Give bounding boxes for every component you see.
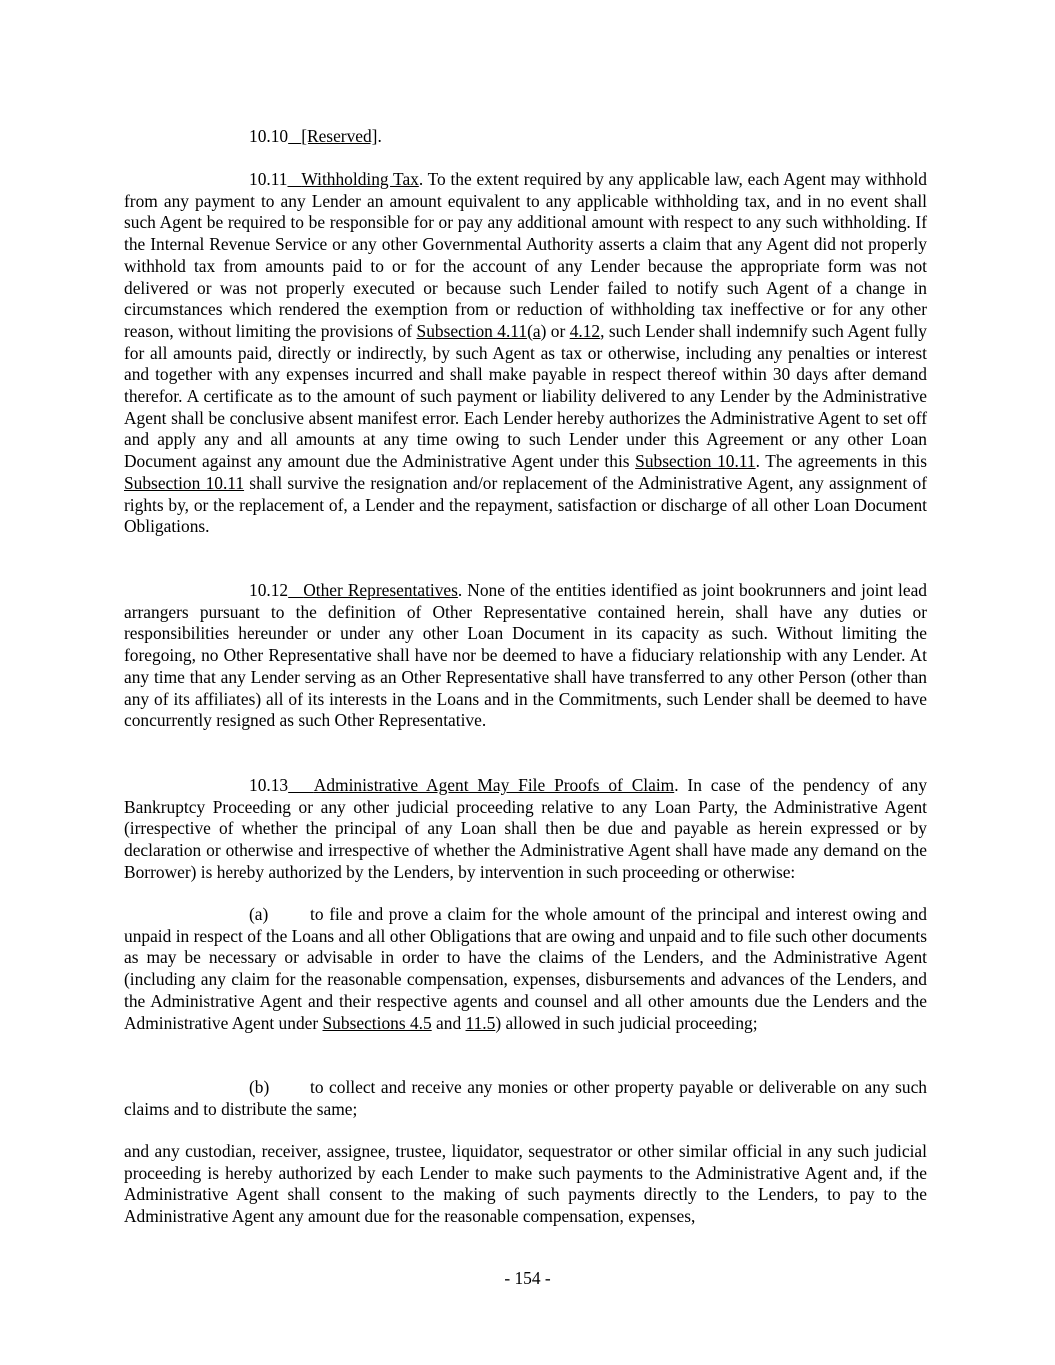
clause-label: (a)	[249, 904, 269, 924]
clause-a: (a) to file and prove a claim for the whole amount of the principal and interest owing and unpaid in respect of the Loans and all other Obligations that are owing and unpaid and to file such other documents as may be necessary or advisable in order to have the claims of the Lenders, and the Administrative Agent (including any claim for the reasonable compensation, expenses, disbursements and advances of the Lenders, and the Administrative Agent and their respective agents and counsel and all other amounts due the Lenders and the Administrative Agent under Subsections 4.5 and 11.5) allowed in such judicial proceeding;	[124, 904, 927, 1033]
cross-reference: Subsection 10.11	[124, 472, 245, 493]
section-title: Administrative Agent May File Proofs of Claim	[313, 775, 675, 795]
section-number: 10.10	[249, 126, 289, 146]
closing-paragraph: and any custodian, receiver, assignee, trustee, liquidator, sequestrator or other similar official in any such judicial proceeding is hereby authorized by each Lender to make such payments to the Administrative Agent and, if the Administrative Agent shall consent to the making of such payments directly to the Lenders, to pay to the Administrative Agent any amount due for the reasonable compensation, expenses,	[124, 1141, 927, 1227]
cross-reference: a	[532, 320, 541, 341]
section-10-13: 10.13 Administrative Agent May File Proofs of Claim. In case of the pendency of any Bankruptcy Proceeding or any other judicial proceeding relative to any Loan Party, the Administrative Agent (irrespective of whether the principal of any Loan shall then be due and payable as herein expressed or by declaration or otherwise and irrespective of whether the Administrative Agent shall have made any demand on the Borrower) is hereby authorized by the Lenders, by intervention in such proceeding or otherwise:	[124, 775, 928, 882]
page-number: - 154 -	[504, 1268, 551, 1288]
cross-reference: 11.5	[465, 1012, 496, 1033]
section-number: 10.11	[249, 169, 288, 189]
section-title: Other Representatives	[303, 580, 458, 600]
section-title: [Reserved]	[301, 126, 378, 146]
cross-reference: Subsections 4.5	[322, 1012, 432, 1033]
clause-b: (b) to collect and receive any monies or other property payable or deliverable on any such claims and to distribute the same;	[124, 1077, 927, 1119]
section-number: 10.12	[249, 580, 289, 600]
section-10-10: 10.10 [Reserved].	[249, 126, 382, 146]
cross-reference: 4.12	[569, 320, 601, 341]
cross-reference: Subsection 4.11	[416, 320, 528, 341]
section-number: 10.13	[249, 775, 289, 795]
cross-reference: Subsection 10.11	[635, 451, 756, 472]
section-10-11: 10.11 Withholding Tax. To the extent required by any applicable law, each Agent may withhold from any payment to any Lender an amount equivalent to any applicable withholding tax, and in no event shall such Agent be required to be responsible for or pay any additional amount with respect to any such withholding. If the Internal Revenue Service or any other Governmental Authority asserts a claim that any Agent did not properly withhold tax from amounts paid to or for the account of any Lender because the appropriate form was not delivered or was not properly executed or because such Lender failed to notify such Agent of a change in circumstances which rendered the exemption from or reduction of withholding tax ineffective or for any other reason, without limiting the provisions of Subsection 4.11(a) or 4.12, such Lender shall indemnify such Agent fully for all amounts paid, directly or indirectly, by such Agent as tax or otherwise, including any penalties or interest and together with any expenses incurred and shall make payable in respect thereof within 30 days after demand therefor. A certificate as to the amount of such payment or liability delivered to any Lender by the Administrative Agent shall be conclusive absent manifest error. Each Lender hereby authorizes the Administrative Agent to set off and apply any and all amounts at any time owing to such Lender under this Agreement or any other Loan Document against any amount due the Administrative Agent under this Subsection 10.11. The agreements in this Subsection 10.11 shall survive the resignation and/or replacement of the Administrative Agent, any assignment of rights by, or the replacement of, a Lender and the repayment, satisfaction or discharge of all other Loan Document Obligations.	[124, 169, 928, 537]
section-title: Withholding Tax	[301, 169, 419, 189]
section-10-12: 10.12 Other Representatives. None of the entities identified as joint bookrunners and joint lead arrangers pursuant to the definition of Other Representative contained herein, shall have any duties or responsibilities hereunder or under any other Loan Document in its capacity as such. Without limiting the foregoing, no Other Representative shall have nor be deemed to have a fiduciary relationship with any Lender. At any time that any Lender serving as an Other Representative shall have transferred to any other Person (other than any of its affiliates) all of its interests in the Loans and in the Commitments, such Lender shall be deemed to have concurrently resigned as such Other Representative.	[124, 580, 927, 731]
clause-label: (b)	[249, 1077, 270, 1097]
